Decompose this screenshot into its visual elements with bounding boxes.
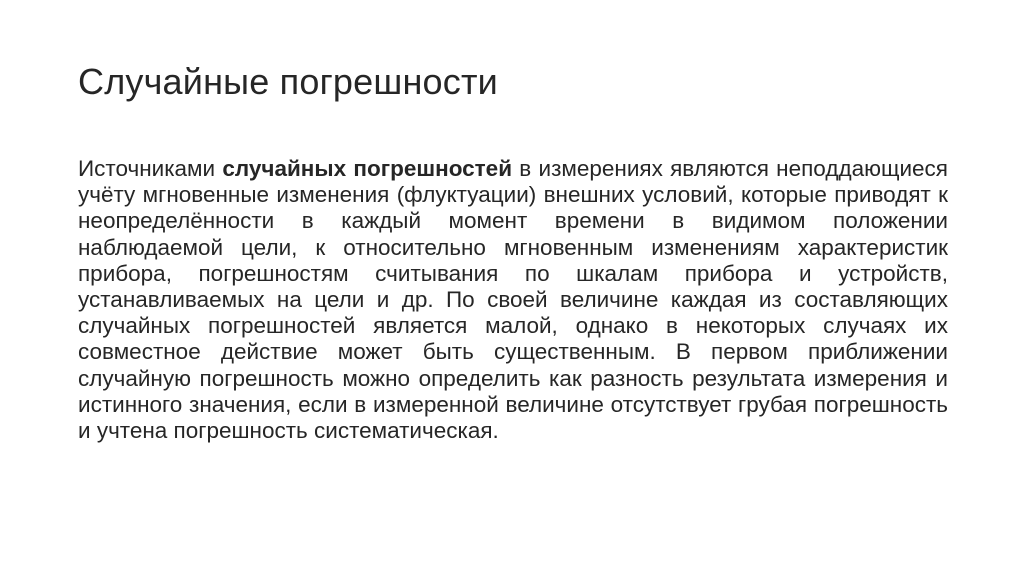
body-rest-text: в измерениях являются неподдающиеся учёту мгновенные изменения (флуктуации) внешних условий, которые приводят к неопределённости в каждый момент времени в видимом положении наблюдаемой цели, к относительно мгновенным изменениям характеристик прибора, погрешностям считывания по шкалам прибора и устройств, устанавливаемых на цели и др. По своей величине каждая из составляющих случайных погрешностей является малой, однако в некоторых случаях их совместное действие может быть существенным. В первом приближении случайную погрешность можно определить как разность результата измерения и истинного значения, если в измеренной величине отсутствует грубая погрешность и учтена погрешность систематическая. — [78, 156, 948, 444]
body-paragraph — [78, 156, 948, 444]
body-lead-text: Источниками — [78, 156, 223, 181]
body-bold-term: случайных погрешностей — [222, 156, 513, 181]
slide-title: Случайные погрешности — [78, 61, 498, 102]
